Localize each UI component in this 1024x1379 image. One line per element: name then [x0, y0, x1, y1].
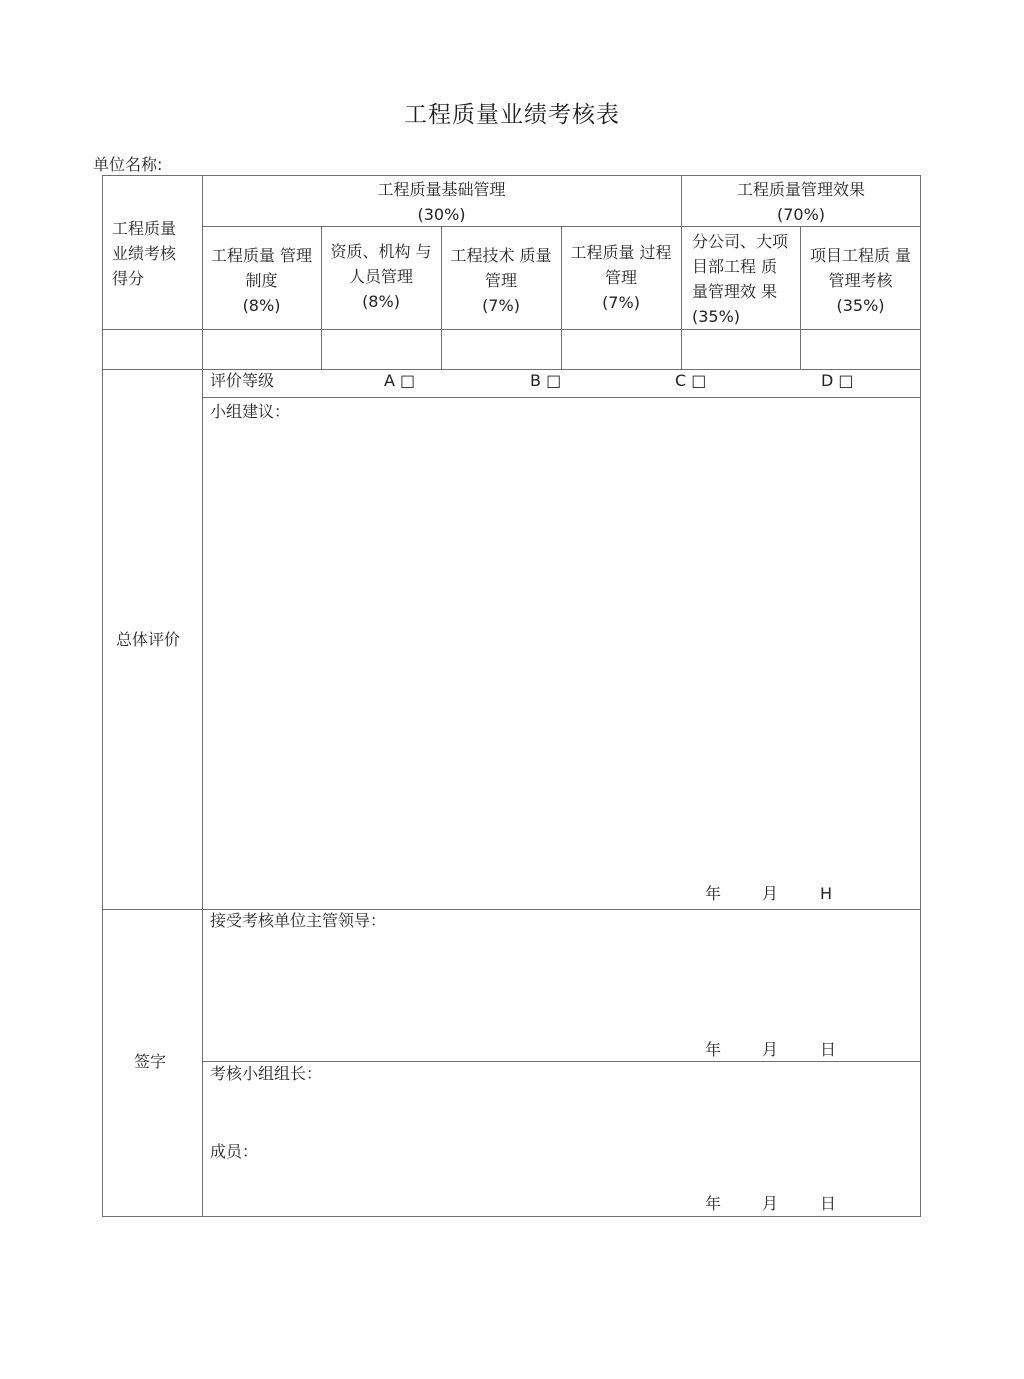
grade-label: 评价等级	[210, 371, 275, 390]
column-header-branch-effect: 分公司、大项 目部工程 质 量管理效 果 (35%)	[692, 232, 789, 326]
suggestion-date-day: H	[820, 884, 833, 903]
grade-option-b[interactable]: B □	[530, 371, 562, 390]
score-cell-branch-effect[interactable]	[682, 330, 800, 369]
group-date-month: 月	[762, 1194, 779, 1213]
page-title: 工程质量业绩考核表	[404, 102, 620, 128]
score-cell-process[interactable]	[562, 330, 681, 369]
unit-name-label: 单位名称:	[93, 155, 163, 174]
grade-option-a[interactable]: A □	[384, 371, 416, 390]
column-header-technical: 工程技术 质量 管理 (7%)	[450, 246, 552, 315]
leader-date-day: 日	[820, 1040, 837, 1059]
score-cell-project-assessment[interactable]	[801, 330, 920, 369]
grade-option-c[interactable]: C □	[675, 371, 707, 390]
column-header-process: 工程质量 过程 管理 (7%)	[570, 243, 672, 312]
column-header-qualification: 资质、机构 与 人员管理 (8%)	[330, 242, 432, 311]
assessment-table	[102, 175, 921, 1217]
table-border-top	[102, 175, 921, 176]
column-header-project-assessment: 项目工程质 量 管理考核 (35%)	[809, 246, 912, 315]
column-header-system: 工程质量 管理 制度 (8%)	[210, 246, 313, 315]
members-label: 成员：	[210, 1142, 259, 1161]
group-suggestion-area[interactable]	[203, 425, 920, 875]
group-leader-signature-area[interactable]	[203, 1087, 920, 1137]
score-cell-technical[interactable]	[442, 330, 561, 369]
group-leader-label: 考核小组组长：	[210, 1064, 323, 1083]
suggestion-date-year: 年	[705, 884, 722, 903]
grade-option-d[interactable]: D □	[821, 371, 854, 390]
score-label: 工程质量 业绩考核 得分	[112, 219, 177, 288]
group-date-year: 年	[705, 1194, 722, 1213]
leader-signature-label: 接受考核单位主管领导：	[210, 911, 387, 930]
score-cell-system[interactable]	[203, 330, 321, 369]
basic-management-header: 工程质量基础管理 (30%)	[377, 180, 506, 224]
signature-label: 签字	[134, 1052, 167, 1071]
group-date-day: 日	[820, 1194, 837, 1213]
grade-row-bottom-line	[202, 397, 921, 398]
overall-evaluation-label: 总体评价	[116, 630, 181, 649]
suggestion-date-month: 月	[762, 884, 779, 903]
management-effect-header: 工程质量管理效果 (70%)	[736, 180, 865, 224]
leader-date-month: 月	[762, 1040, 779, 1059]
score-cell-total[interactable]	[103, 330, 202, 369]
members-signature-area[interactable]	[203, 1165, 920, 1190]
leader-signature-area[interactable]	[203, 935, 920, 1030]
table-border-bottom	[102, 1216, 921, 1217]
table-border-right	[920, 175, 921, 1217]
leader-date-year: 年	[705, 1040, 722, 1059]
score-cell-qualification[interactable]	[322, 330, 441, 369]
group-suggestion-label: 小组建议：	[210, 402, 291, 421]
